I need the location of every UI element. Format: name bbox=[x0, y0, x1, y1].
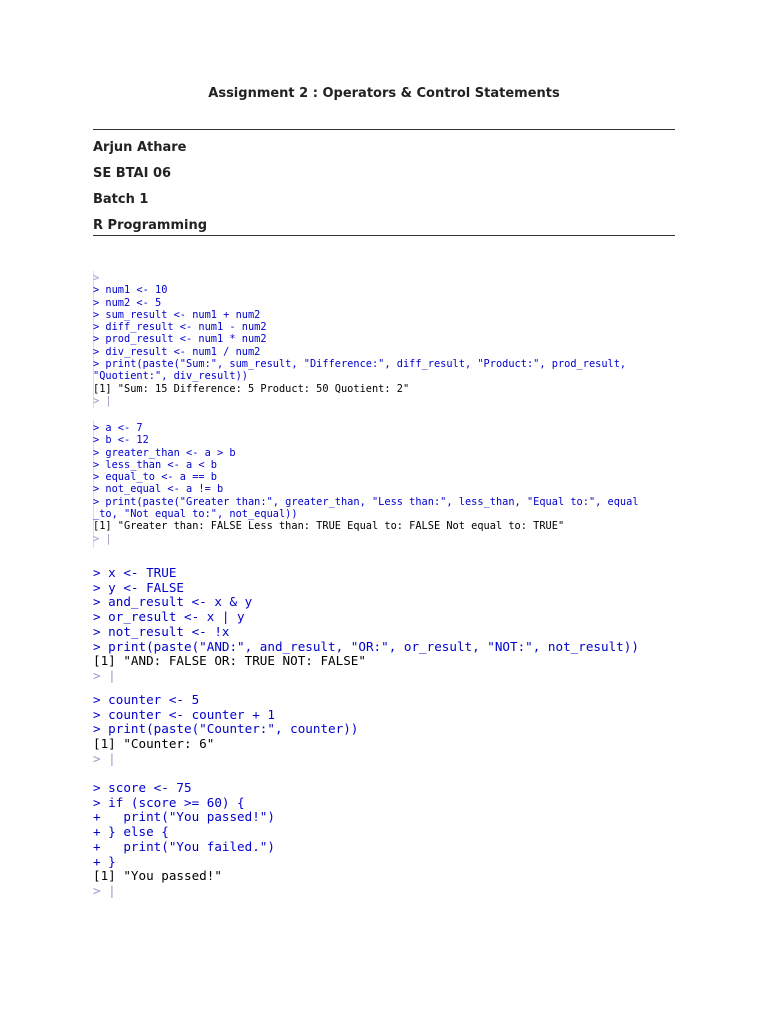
console-input-line: > equal_to <- a == b bbox=[93, 471, 217, 484]
console-input-line: > counter <- 5 bbox=[93, 692, 200, 707]
console-prompt-line: > | bbox=[93, 667, 116, 683]
console-prompt-line: > | bbox=[93, 394, 112, 407]
author-name: Arjun Athare bbox=[93, 140, 187, 155]
console-input-line: > not_equal <- a != b bbox=[93, 483, 224, 496]
console-input-line: > diff_result <- num1 - num2 bbox=[93, 321, 267, 334]
console-input-line: + print("You failed.") bbox=[93, 838, 275, 854]
console-output-line: [1] "AND: FALSE OR: TRUE NOT: FALSE" bbox=[93, 653, 366, 669]
console-input-line: > or_result <- x | y bbox=[93, 609, 245, 625]
console-output-line: [1] "Greater than: FALSE Less than: TRUE Equal to: FALSE Not equal to: TRUE" bbox=[93, 520, 565, 533]
console-input-line: > and_result <- x & y bbox=[93, 594, 253, 610]
console-block-if-else bbox=[93, 781, 693, 899]
console-input-line: > prod_result <- num1 * num2 bbox=[93, 333, 267, 346]
console-block-arithmetic bbox=[93, 272, 693, 407]
console-input-line: > if (score >= 60) { bbox=[93, 794, 245, 810]
header-rule-top bbox=[93, 129, 675, 130]
console-output-line: [1] "Counter: 6" bbox=[93, 736, 215, 752]
console-output-line: [1] "Sum: 15 Difference: 5 Product: 50 Quotient: 2" bbox=[93, 382, 410, 395]
document-title: Assignment 2 : Operators & Control Statements bbox=[208, 86, 560, 101]
console-input-line: > a <- 7 bbox=[93, 422, 143, 434]
console-input-line: > greater_than <- a > b bbox=[93, 446, 236, 459]
console-input-line: > less_than <- a < b bbox=[93, 458, 217, 471]
console-input-line: > counter <- counter + 1 bbox=[93, 706, 275, 722]
header-rule-bottom bbox=[93, 235, 675, 236]
console-input-line: > x <- TRUE bbox=[93, 565, 177, 580]
console-prompt-line: > | bbox=[93, 750, 116, 766]
console-input-line: > sum_result <- num1 + num2 bbox=[93, 308, 261, 321]
class-label: SE BTAI 06 bbox=[93, 166, 172, 181]
console-input-line: + } else { bbox=[93, 824, 169, 840]
console-input-line: _to, "Not equal to:", not_equal)) bbox=[93, 508, 298, 521]
console-input-line: > print(paste("AND:", and_result, "OR:", or_result, "NOT:", not_result)) bbox=[93, 638, 639, 654]
subject-label: R Programming bbox=[93, 218, 208, 233]
console-input-line: > score <- 75 bbox=[93, 780, 192, 795]
console-input-line: > print(paste("Counter:", counter)) bbox=[93, 721, 359, 737]
console-output-line: [1] "You passed!" bbox=[93, 868, 222, 884]
console-input-line: > b <- 12 bbox=[93, 434, 149, 447]
console-block-assignment bbox=[93, 693, 693, 767]
console-input-line: > print(paste("Greater than:", greater_than, "Less than:", less_than, "Equal to:", equal bbox=[93, 495, 639, 508]
console-input-line: > div_result <- num1 / num2 bbox=[93, 345, 261, 358]
console-prompt-line: > bbox=[93, 272, 100, 284]
console-prompt-line: > | bbox=[93, 882, 116, 898]
console-input-line: > y <- FALSE bbox=[93, 579, 184, 595]
console-input-line: > num2 <- 5 bbox=[93, 296, 162, 309]
console-input-line: > num1 <- 10 bbox=[93, 284, 168, 297]
console-block-logical bbox=[93, 566, 693, 684]
console-input-line: > print(paste("Sum:", sum_result, "Difference:", diff_result, "Product:", prod_result, bbox=[93, 358, 627, 371]
console-input-line: "Quotient:", div_result)) bbox=[93, 370, 248, 383]
console-input-line: + } bbox=[93, 853, 116, 869]
console-input-line: + print("You passed!") bbox=[93, 809, 275, 825]
console-prompt-line: > | bbox=[93, 532, 112, 545]
console-input-line: > not_result <- !x bbox=[93, 623, 230, 639]
batch-label: Batch 1 bbox=[93, 192, 149, 207]
console-block-relational bbox=[93, 422, 693, 545]
